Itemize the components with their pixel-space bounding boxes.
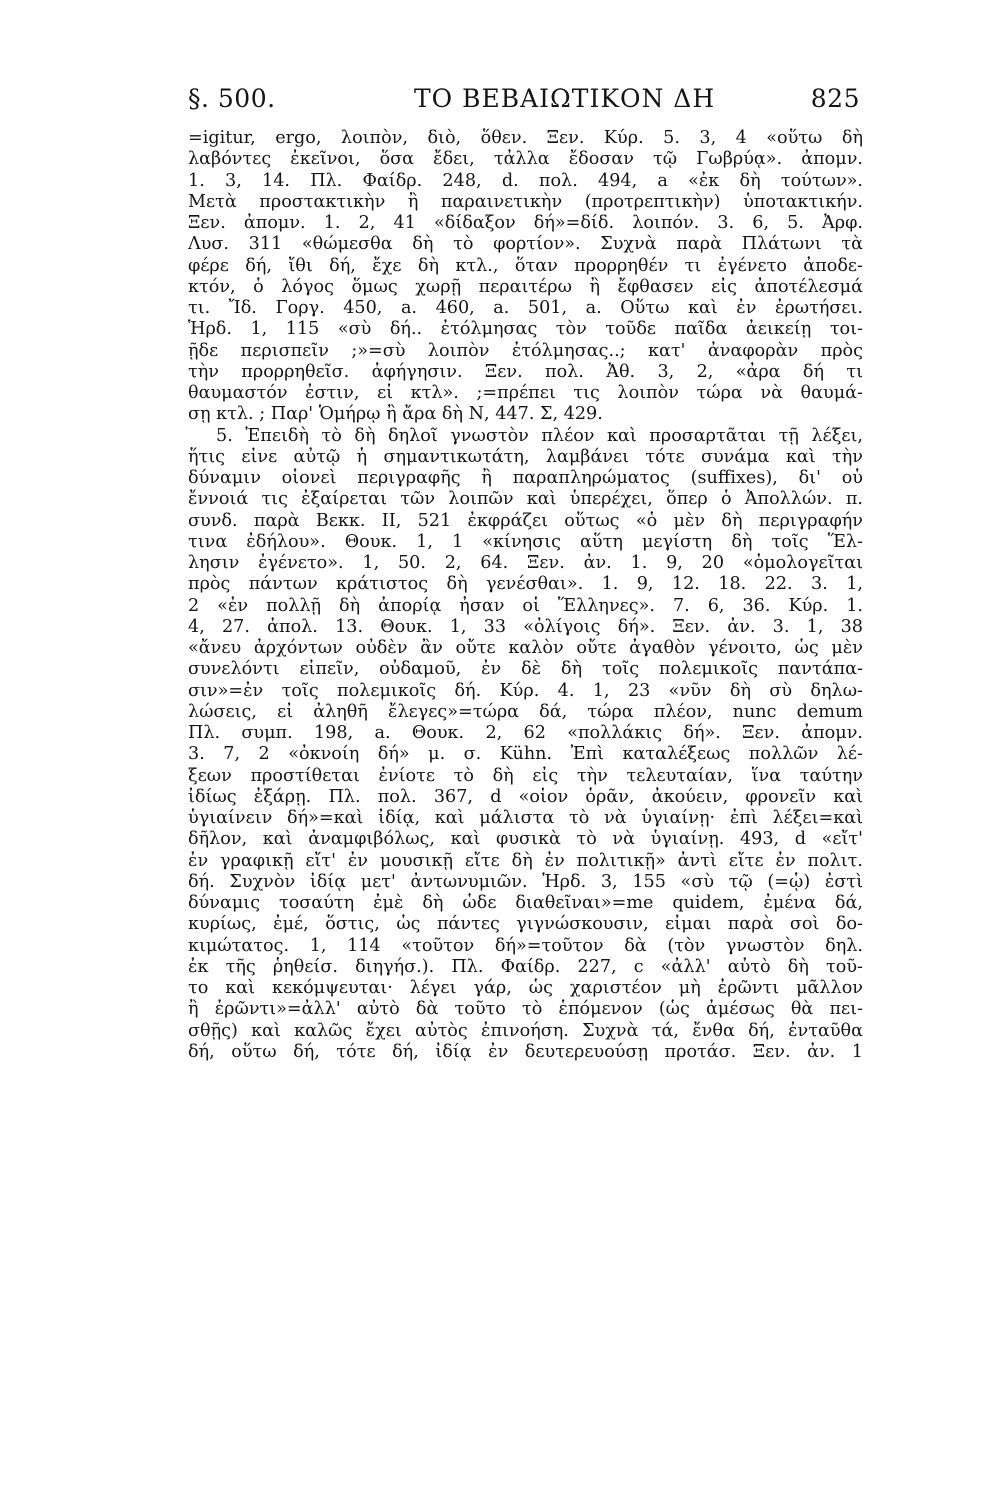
text-line: σῃ κτλ. ; Παρ' Ὁμήρῳ ἢ ἄρα δὴ Ν, 447. Σ, 429. xyxy=(188,404,603,425)
text-line: σιν»=ἐν τοῖς πολεμικοῖς δή. Κύρ. 4. 1, 23 «νῦν δὴ σὺ δηλω- xyxy=(188,680,863,701)
text-line: κιμώτατος. 1, 114 «τοῦτον δή»=τοῦτον δὰ (τὸν γνωστὸν δηλ. xyxy=(188,935,863,956)
text-line: κτόν, ὁ λόγος ὅμως χωρῇ περαιτέρω ἢ ἔφθασεν εἰς ἀποτέλεσμά xyxy=(188,276,863,297)
text-line: τὴν προρρηθεῖσ. ἀφήγησιν. Ξεν. πολ. Ἀθ. 3, 2, «ἆρα δή τι xyxy=(188,361,863,382)
text-line: Ξεν. ἀπομν. 1. 2, 41 «δίδαξον δή»=δίδ. λοιπόν. 3. 6, 5. Ἀρφ. xyxy=(188,213,863,233)
text-line: σθῇς) καὶ καλῶς ἔχει αὐτὸς ἐπινοήση. Συχνὰ τά, ἔνθα δή, ἐνταῦθα xyxy=(188,1020,863,1041)
text-line: =igitur, ergo, λοιπὸν, διὸ, ὅθεν. Ξεν. Κύρ. 5. 3, 4 «οὕτω δὴ xyxy=(188,128,863,148)
text-line: πρὸς πάντων κράτιστος δὴ γενέσθαι». 1. 9, 12. 18. 22. 3. 1, xyxy=(188,574,863,595)
text-line: Ἡρδ. 1, 115 «σὺ δή.. ἐτόλμησας τὸν τοῦδε παῖδα ἀεικείῃ τοι- xyxy=(188,319,863,340)
body-text xyxy=(188,128,863,1063)
text-line: ὑγιαίνειν δή»=καὶ ἰδίᾳ, καὶ μάλιστα τὸ νὰ ὑγιαίνῃ· ἐπὶ λέξει=καὶ xyxy=(188,808,863,828)
text-line: Μετὰ προστακτικὴν ἢ παραινετικὴν (προτρεπτικὴν) ὑποτακτικήν. xyxy=(188,191,863,212)
text-line: ἐν γραφικῇ εἴτ' ἐν μουσικῇ εἴτε δὴ ἐν πολιτικῇ» ἀντὶ εἴτε ἐν πολιτ. xyxy=(188,850,863,871)
text-line: θαυμαστόν ἐστιν, εἰ κτλ». ;=πρέπει τις λοιπὸν τώρα νὰ θαυμά- xyxy=(188,383,863,403)
text-line: φέρε δή, ἴθι δή, ἔχε δὴ κτλ., ὅταν προρρηθέν τι ἐγένετο ἀποδε- xyxy=(188,255,863,276)
text-line: Πλ. συμπ. 198, a. Θουκ. 2, 62 «πολλάκις δή». Ξεν. ἀπομν. xyxy=(188,723,863,743)
text-line: 5. Ἐπειδὴ τὸ δὴ δηλοῖ γνωστὸν πλέον καὶ προσαρτᾶται τῇ λέξει, xyxy=(216,425,863,446)
text-line: ἢ ἐρῶντι»=ἀλλ' αὐτὸ δὰ τοῦτο τὸ ἑπόμενον (ὡς ἀμέσως θὰ πει- xyxy=(188,999,863,1020)
text-line: λώσεις, εἰ ἀληθῆ ἔλεγες»=τώρα δά, τώρα πλέον, nunc demum xyxy=(188,701,863,722)
text-line: το καὶ κεκόμψευται· λέγει γάρ, ὡς χαριστέον μὴ ἐρῶντι μᾶλλον xyxy=(188,978,863,998)
text-line: Λυσ. 311 «θώμεσθα δὴ τὸ φορτίον». Συχνὰ παρὰ Πλάτωνι τὰ xyxy=(188,234,863,255)
running-header xyxy=(188,84,860,120)
running-title: ΤΟ ΒΕΒΑΙΩΤΙΚΟΝ ΔΗ xyxy=(414,84,716,113)
text-line: συνδ. παρὰ Βεκκ. ΙΙ, 521 ἐκφράζει οὕτως «ὁ μὲν δὴ περιγραφήν xyxy=(188,510,863,531)
section-number: §. 500. xyxy=(188,84,276,113)
text-line: δύναμιν οἱονεὶ περιγραφῆς ἢ παραπληρώματος (suffixes), δι' οὗ xyxy=(188,468,863,488)
text-line: 3. 7, 2 «ὀκνοίη δή» μ. σ. Kühn. Ἐπὶ καταλέξεως πολλῶν λέ- xyxy=(188,744,863,765)
text-line: συνελόντι εἰπεῖν, οὐδαμοῦ, ἐν δὲ δὴ τοῖς πολεμικοῖς παντάπα- xyxy=(188,659,863,680)
text-line: ξεων προστίθεται ἐνίοτε τὸ δὴ εἰς τὴν τελευταίαν, ἵνα ταύτην xyxy=(188,765,863,786)
page-number: 825 xyxy=(810,84,860,113)
text-line: λησιν ἐγένετο». 1, 50. 2, 64. Ξεν. ἀν. 1. 9, 20 «ὁμολογεῖται xyxy=(188,553,863,573)
text-line: τινα ἐδήλου». Θουκ. 1, 1 «κίνησις αὕτη μεγίστη δὴ τοῖς Ἕλ- xyxy=(188,531,863,552)
text-line: λαβόντες ἐκεῖνοι, ὅσα ἔδει, τἆλλα ἔδοσαν τῷ Γωβρύᾳ». ἀπομν. xyxy=(188,149,863,170)
text-line: ἐκ τῆς ῥηθείσ. διηγήσ.). Πλ. Φαίδρ. 227, c «ἀλλ' αὐτὸ δὴ τοῦ- xyxy=(188,956,863,977)
text-line: κυρίως, ἐμέ, ὅστις, ὡς πάντες γιγνώσκουσιν, εἶμαι παρὰ σοὶ δο- xyxy=(188,914,863,935)
text-line: δύναμις τοσαύτη ἐμὲ δὴ ὧδε διαθεῖναι»=me quidem, ἐμένα δά, xyxy=(188,893,863,913)
text-line: τι. Ἴδ. Γοργ. 450, a. 460, a. 501, a. Οὕτω καὶ ἐν ἐρωτήσει. xyxy=(188,298,863,318)
text-line: ἔννοιά τις ἐξαίρεται τῶν λοιπῶν καὶ ὑπερέχει, ὅπερ ὁ Ἀπολλών. π. xyxy=(188,489,863,510)
text-line: δή. Συχνὸν ἰδίᾳ μετ' ἀντωνυμιῶν. Ἡρδ. 3, 155 «σὺ τῷ (=ᾧ) ἐστὶ xyxy=(188,871,863,892)
text-line: ῇδε περισπεῖν ;»=σὺ λοιπὸν ἐτόλμησας..; κατ' ἀναφορὰν πρὸς xyxy=(188,340,863,361)
text-line: ἰδίως ἐξάρῃ. Πλ. πολ. 367, d «οἷον ὁρᾶν, ἀκούειν, φρονεῖν καὶ xyxy=(188,786,863,807)
text-line: «ἄνευ ἀρχόντων οὐδὲν ἂν οὔτε καλὸν οὔτε ἀγαθὸν γένοιτο, ὡς μὲν xyxy=(188,638,863,658)
text-line: 4, 27. ἀπολ. 13. Θουκ. 1, 33 «ὀλίγοις δή». Ξεν. ἀν. 3. 1, 38 xyxy=(188,616,863,637)
text-line: 1. 3, 14. Πλ. Φαίδρ. 248, d. πολ. 494, a «ἐκ δὴ τούτων». xyxy=(188,170,863,191)
text-line: ἥτις εἶνε αὐτῷ ἡ σημαντικωτάτη, λαμβάνει τότε συνάμα καὶ τὴν xyxy=(188,446,863,467)
text-line: δῆλον, καὶ ἀναμφιβόλως, καὶ φυσικὰ τὸ νὰ ὑγιαίνῃ. 493, d «εἴτ' xyxy=(188,829,863,850)
text-line: δή, οὕτω δή, τότε δή, ἰδίᾳ ἐν δευτερευούσῃ προτάσ. Ξεν. ἀν. 1 xyxy=(188,1041,863,1062)
text-line: 2 «ἐν πολλῇ δὴ ἀπορίᾳ ἦσαν οἱ Ἕλληνες». 7. 6, 36. Κύρ. 1. xyxy=(188,595,863,616)
